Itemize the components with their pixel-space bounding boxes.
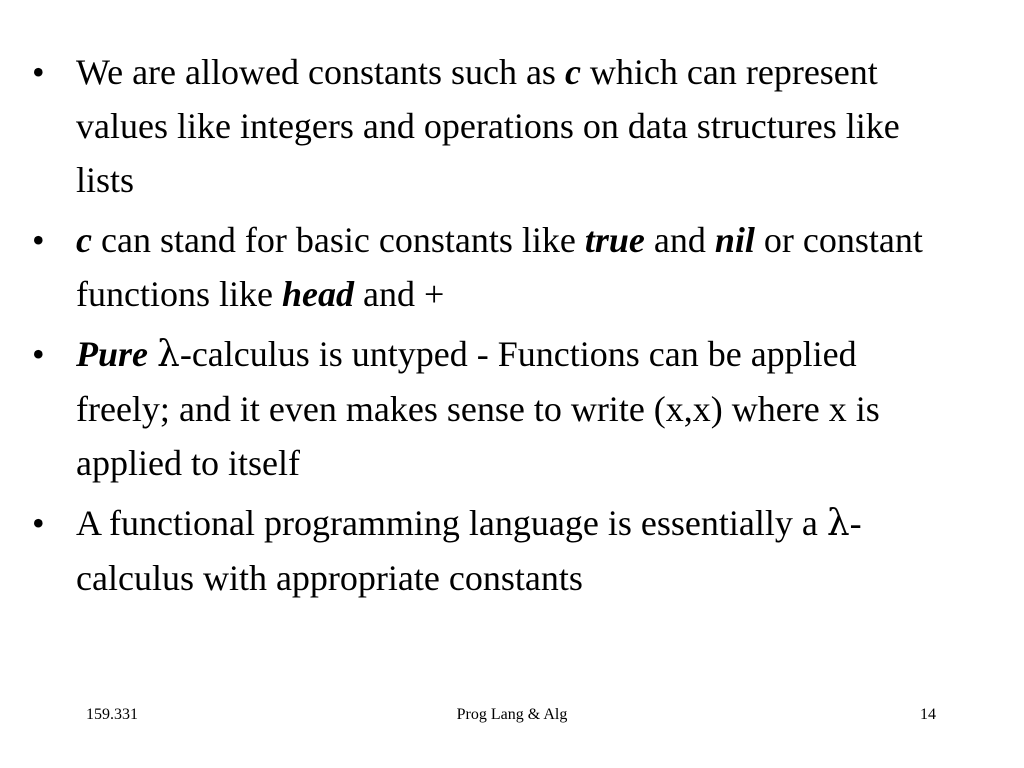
bullet-text (148, 334, 157, 374)
bullet-text: and (644, 220, 715, 260)
lambda-symbol: λ (157, 334, 180, 375)
emphasis-head: head (281, 274, 354, 314)
bullet-item (32, 45, 952, 207)
bullet-text: A functional programming language is essentially a (76, 503, 827, 543)
footer-title: Prog Lang & Alg (456, 706, 568, 723)
bullet-list (32, 45, 952, 611)
lambda-symbol: λ (826, 503, 850, 544)
footer-page-number: 14 (920, 706, 936, 723)
bullet-text: and + (353, 274, 445, 314)
footer-course-code: 159.331 (86, 706, 138, 723)
bullet-item (32, 213, 952, 321)
emphasis-nil: nil (714, 220, 755, 260)
bullet-mark: • (32, 52, 45, 92)
bullet-text: can stand for basic constants like (91, 220, 585, 260)
bullet-text: which can represent values like integers and operations on data structures like lists (76, 52, 900, 200)
bullet-text: -calculus is untyped - Functions can be applied freely; and it even makes sense to write (x,x) where x is applied to itself (76, 334, 880, 483)
emphasis-pure: Pure (76, 334, 148, 374)
bullet-text: We are allowed constants such as (76, 52, 565, 92)
bullet-mark: • (32, 503, 45, 543)
bullet-mark: • (32, 220, 45, 260)
emphasis-c: c (76, 220, 92, 260)
bullet-item (32, 496, 952, 605)
emphasis-true: true (584, 220, 645, 260)
bullet-item (32, 327, 952, 490)
bullet-text: or constant functions like (76, 220, 923, 314)
emphasis-c: c (564, 52, 581, 92)
bullet-text: -calculus with appropriate constants (76, 503, 862, 598)
bullet-mark: • (32, 334, 45, 374)
